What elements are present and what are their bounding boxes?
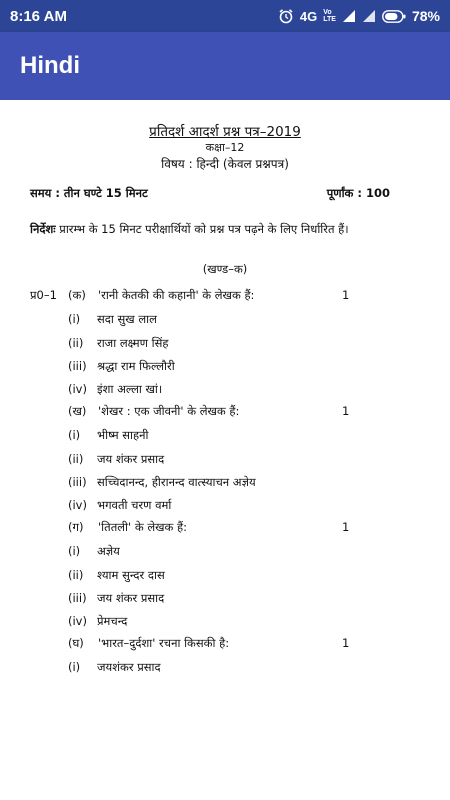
question-mark: 1 [342, 288, 350, 302]
question-number: प्र0–1 [30, 288, 57, 302]
option-text: सच्चिदानन्द, हीरानन्द वात्स्याचन अज्ञेय [97, 475, 256, 489]
sub-question-text: 'शेखर : एक जीवनी' के लेखक हैं: [98, 404, 240, 418]
time-text: समय : तीन घण्टे 15 मिनट [30, 186, 148, 200]
time-marks-row [30, 186, 390, 201]
option-number: (iii) [68, 591, 87, 605]
status-time: 8:16 AM [10, 7, 67, 25]
option-number: (iv) [68, 614, 87, 628]
instruction [30, 218, 400, 240]
question-mark: 1 [342, 404, 350, 418]
sub-question-label: (घ) [68, 636, 84, 650]
option-text: जय शंकर प्रसाद [97, 452, 165, 466]
option-number: (iii) [68, 359, 87, 373]
option-number: (ii) [68, 336, 84, 350]
option-number: (iii) [68, 475, 87, 489]
option-text: राजा लक्ष्मण सिंह [97, 336, 169, 350]
option-text: प्रेमचन्द [97, 614, 128, 628]
option-text: श्याम सुन्दर दास [97, 568, 165, 582]
alarm-icon [278, 8, 294, 24]
signal-icon [342, 9, 356, 23]
option-text: सदा सुख लाल [97, 312, 157, 326]
option-text: अज्ञेय [97, 544, 120, 558]
battery-icon [382, 10, 406, 23]
option-number: (i) [68, 312, 81, 326]
network-type: 4G [299, 8, 318, 24]
paper-title: प्रतिदर्श आदर्श प्रश्न पत्र–2019 [149, 124, 301, 140]
option-text: भीष्म साहनी [97, 428, 149, 442]
option-number: (ii) [68, 452, 84, 466]
volte-badge: Vo LTE [323, 9, 336, 23]
option-number: (i) [68, 428, 81, 442]
sub-question-label: (क) [68, 288, 86, 302]
question-paper[interactable] [0, 100, 450, 800]
status-icons [278, 8, 440, 24]
sub-question-text: 'तितली' के लेखक हैं: [98, 520, 188, 534]
instruction-text: प्रारम्भ के 15 मिनट परीक्षार्थियों को प्रश्न पत्र पढ़ने के लिए निर्धारित हैं। [59, 222, 349, 236]
option-number: (iv) [68, 498, 87, 512]
battery-percent: 78% [411, 8, 440, 24]
option-number: (ii) [68, 568, 84, 582]
sub-question-text: 'भारत–दुर्दशा' रचना किसकी है: [98, 636, 230, 650]
total-marks: पूर्णांक : 100 [326, 186, 390, 200]
option-text: भगवती चरण वर्मा [97, 498, 172, 512]
status-bar [0, 0, 450, 32]
sub-question-label: (ग) [68, 520, 84, 534]
subject-line: विषय : हिन्दी (केवल प्रश्नपत्र) [161, 157, 289, 171]
section-heading: (खण्ड–क) [202, 262, 248, 276]
sub-question-text: 'रानी केतकी की कहानी' के लेखक हैं: [98, 288, 255, 302]
sub-question-label: (ख) [68, 404, 87, 418]
app-title: Hindi [20, 52, 80, 79]
option-text: इंशा अल्ला खां। [97, 382, 163, 396]
option-number: (iv) [68, 382, 87, 396]
class-line: कक्षा–12 [205, 141, 245, 154]
question-mark: 1 [342, 636, 350, 650]
option-text: श्रद्धा राम फिल्लौरी [97, 359, 175, 373]
option-text: जयशंकर प्रसाद [97, 660, 161, 674]
signal-icon [362, 9, 376, 23]
option-number: (i) [68, 544, 81, 558]
instruction-label: निर्देशः [30, 222, 56, 236]
question-mark: 1 [342, 520, 350, 534]
option-text: जय शंकर प्रसाद [97, 591, 165, 605]
app-bar [0, 32, 450, 100]
option-number: (i) [68, 660, 81, 674]
